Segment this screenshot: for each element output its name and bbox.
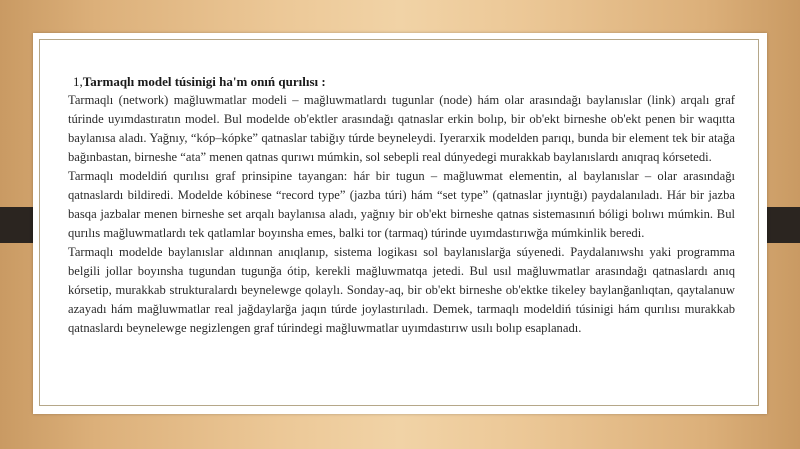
paragraph-definition: Tarmaqlı (network) mağluwmatlar modeli – mağluwmatlardı tugunlar (node) hám olar arasındağı baylanıslar (link) arqalı graf túrinde uyımdastıratın model. Bul modelde ob'ektler arasındağı qatnaslar erkin bolıp, bir ob'ekt birneshe ob'ekt penen bir waqıtta baylanısa aladı. Yağnıy, “kóp–kópke” qatnaslar tabiğıy túrde beyneleydi. Iyerarxik modelden parıqı, bunda bir element tek bir atağa bağınbastan, birneshe “ata” menen qatnas qurıwı múmkin, sol sebepli real dúnyedegi murakkab baylanıslardı anıqraq kórsetedi.: [68, 93, 735, 164]
paragraph-structure: Tarmaqlı modeldiń qurılısı graf prinsipine tayangan: hár bir tugun – mağluwmat elementin, al baylanıslar – olar arasındağı qatnaslardı bildiredi. Modelde kóbinese “record type” (jazba túri) hám “set type” (qatnaslar jıyntığı) paydalanıladı. Hár bir jazba basqa jazbalar menen birneshe set arqalı baylanısa aladı, yağnıy bir ob'ekt birneshe qatnas sistemasınıń bóligi bolıwı múmkin. Bul qurılıs mağluwmatlardı tek qatlamlar boyınsha emes, balki tor (tarmaq) túrinde uyımdastırıwğa múmkinlik beredi.: [68, 169, 735, 240]
paragraph-conclusion: Tarmaqlı modelde baylanıslar aldınnan anıqlanıp, sistema logikası sol baylanıslarğa súyenedi. Paydalanıwshı yaki programma belgili jollar boyınsha tugundan tugunğa ótip, kerekli mağluwmatqa jetedi. Bul usıl mağluwmatlar arasındağı qatnaslardı anıq kórsetip, murakkab strukturalardı beynelewge qolaylı. Sonday-aq, bir ob'ekt birneshe ob'ektke tikeley baylanğanlıqtan, qaytalanuw azayadı hám mağluwmatlar real jağdaylarğa jaqın túrde joylastırıladı. Demek, tarmaqlı modeldiń túsinigi hám qurılısı murakkab qatnaslardı beynelewge negizlengen graf túrindegi mağluwmatlar uyımdastırıw usılı bolıp esaplanadı.: [68, 245, 735, 335]
slide-heading: [68, 72, 735, 91]
heading-number: 1,: [73, 74, 83, 89]
slide-content: [68, 72, 735, 338]
heading-title: Tarmaqlı model túsinigi ha'm onıń qurılısı :: [82, 74, 326, 89]
